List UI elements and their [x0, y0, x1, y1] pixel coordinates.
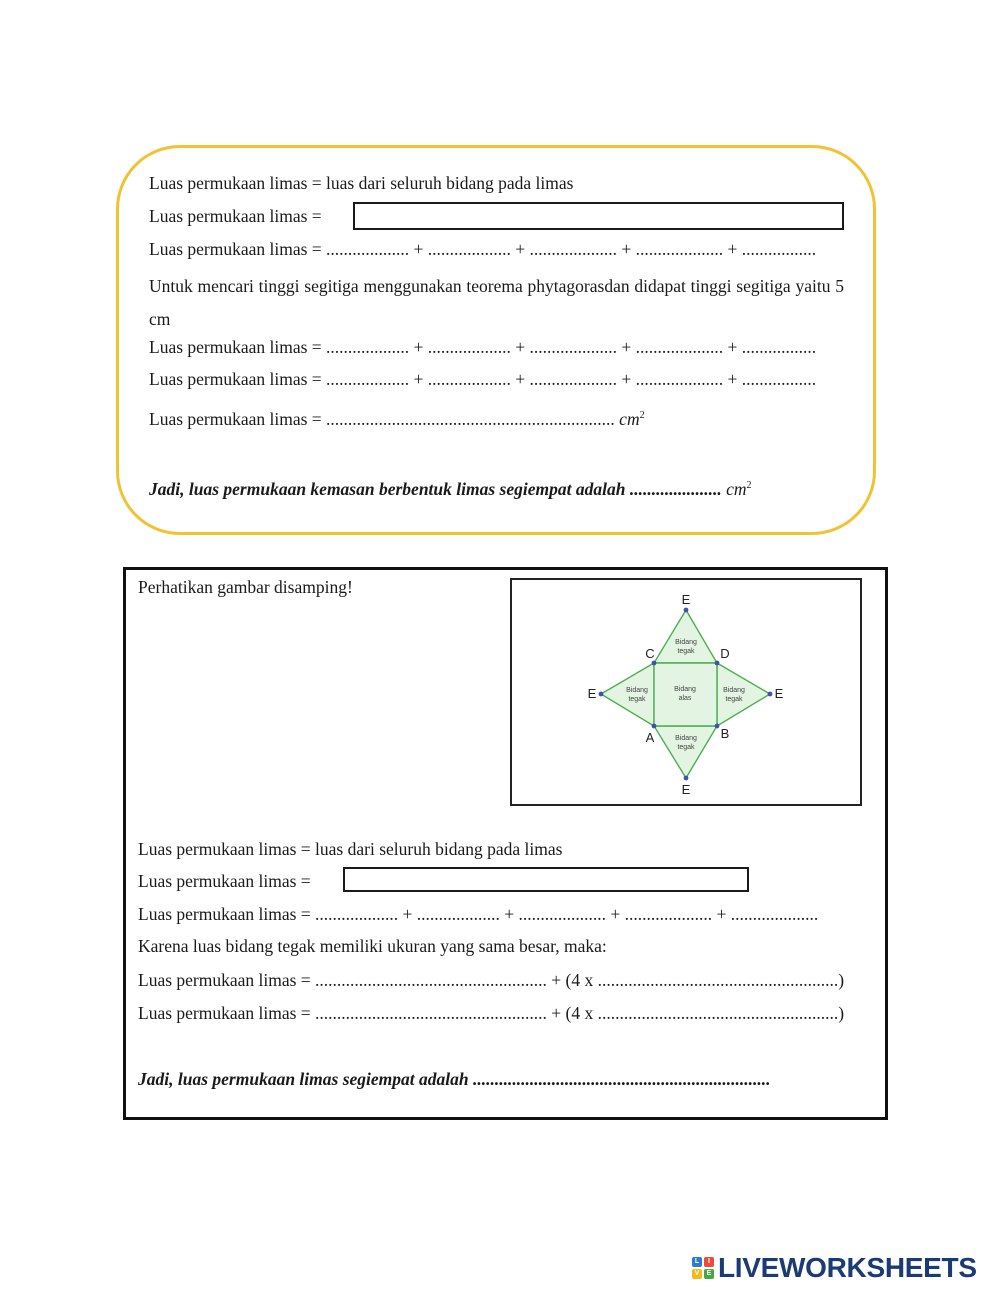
logo-letter-l: L [692, 1257, 702, 1267]
face-label-bottom-line1: Bidang [675, 735, 697, 742]
pyramid-net-figure [510, 578, 862, 806]
intro-text: Perhatikan gambar disamping! [138, 577, 353, 597]
vertex-point [652, 661, 657, 666]
vertex-point [684, 776, 689, 781]
conclusion-unit-text: cm [726, 478, 747, 499]
formula-label-1: Luas permukaan limas = [149, 206, 322, 226]
face-top-triangle [654, 610, 717, 663]
logo-letter-i: I [704, 1257, 714, 1267]
face-label-top-line1: Bidang [675, 639, 697, 646]
vertex-point [599, 692, 604, 697]
grouped-sum-line-2: Luas permukaan limas = ..................................................... + (4 x .......................................................) [138, 1003, 845, 1023]
unit-exponent: 2 [639, 410, 645, 421]
sum-line-3: Luas permukaan limas = ................... + ................... + .................... + .................... + ................. [149, 369, 817, 389]
definition-text-1: Luas permukaan limas = luas dari seluruh bidang pada limas [149, 173, 574, 193]
sum-line-1: Luas permukaan limas = ................... + ................... + .................... + .................... + ................. [149, 239, 817, 259]
logo-text: LIVEWORKSHEETS [718, 1252, 977, 1283]
liveworksheets-logo [692, 1250, 977, 1286]
formula-answer-input-2[interactable] [343, 867, 749, 892]
conclusion-unit-exponent: 2 [746, 480, 752, 491]
face-label-base-line2: alas [678, 695, 692, 702]
conclusion-text-2: Jadi, luas permukaan limas segiempat adalah .................................................................... [138, 1069, 771, 1089]
conclusion-text-1: Jadi, luas permukaan kemasan berbentuk limas segiempat adalah ..................... [149, 478, 722, 499]
vertex-point [684, 608, 689, 613]
vertex-point [768, 692, 773, 697]
formula-label-2: Luas permukaan limas = [138, 871, 311, 891]
vertex-label-e-bottom: E [681, 782, 691, 797]
conclusion-unit-1 [726, 479, 751, 499]
vertex-point [652, 724, 657, 729]
vertex-label-e-top: E [681, 592, 691, 607]
face-label-left-line2: tegak [628, 696, 646, 703]
pyramid-net-diagram [512, 580, 860, 804]
sum-line-4: Luas permukaan limas = ................... + ................... + .................... + .................... + .................... [138, 904, 819, 924]
face-label-top-line2: tegak [677, 648, 695, 655]
logo-icon [692, 1257, 714, 1279]
vertex-label-c: C [645, 646, 655, 661]
vertex-label-d: D [720, 646, 730, 661]
face-label-bottom-line2: tegak [677, 744, 695, 751]
pythagoras-paragraph: Untuk mencari tinggi segitiga menggunakan teorema phytagorasdan didapat tinggi segitiga yaitu 5 cm [149, 276, 844, 329]
vertex-label-e-left: E [587, 686, 597, 701]
vertex-label-a: A [645, 730, 655, 745]
face-right-triangle [717, 663, 770, 726]
vertex-label-b: B [720, 726, 730, 741]
result-line-1 [149, 405, 645, 430]
face-label-base-line1: Bidang [674, 686, 696, 693]
face-label-left-line1: Bidang [626, 687, 648, 694]
conclusion-line-1 [149, 475, 751, 500]
face-left-triangle [601, 663, 654, 726]
unit-text: cm [619, 408, 640, 429]
face-label-right-line2: tegak [725, 696, 743, 703]
definition-text-2: Luas permukaan limas = luas dari seluruh bidang pada limas [138, 839, 563, 859]
logo-letter-e: E [704, 1269, 714, 1279]
explanation-text: Karena luas bidang tegak memiliki ukuran yang sama besar, maka: [138, 936, 607, 956]
vertex-point [715, 661, 720, 666]
result-text-1: Luas permukaan limas = .................................................................. [149, 408, 615, 429]
face-label-right-line1: Bidang [723, 687, 745, 694]
logo-letter-v: V [692, 1269, 702, 1279]
formula-answer-input-1[interactable] [353, 202, 844, 230]
sum-line-2: Luas permukaan limas = ................... + ................... + .................... + .................... + ................. [149, 337, 817, 357]
vertex-label-e-right: E [774, 686, 784, 701]
unit-cm2 [619, 409, 644, 429]
grouped-sum-line-1: Luas permukaan limas = ..................................................... + (4 x .......................................................) [138, 970, 845, 990]
vertex-point [715, 724, 720, 729]
face-bottom-triangle [654, 726, 717, 778]
